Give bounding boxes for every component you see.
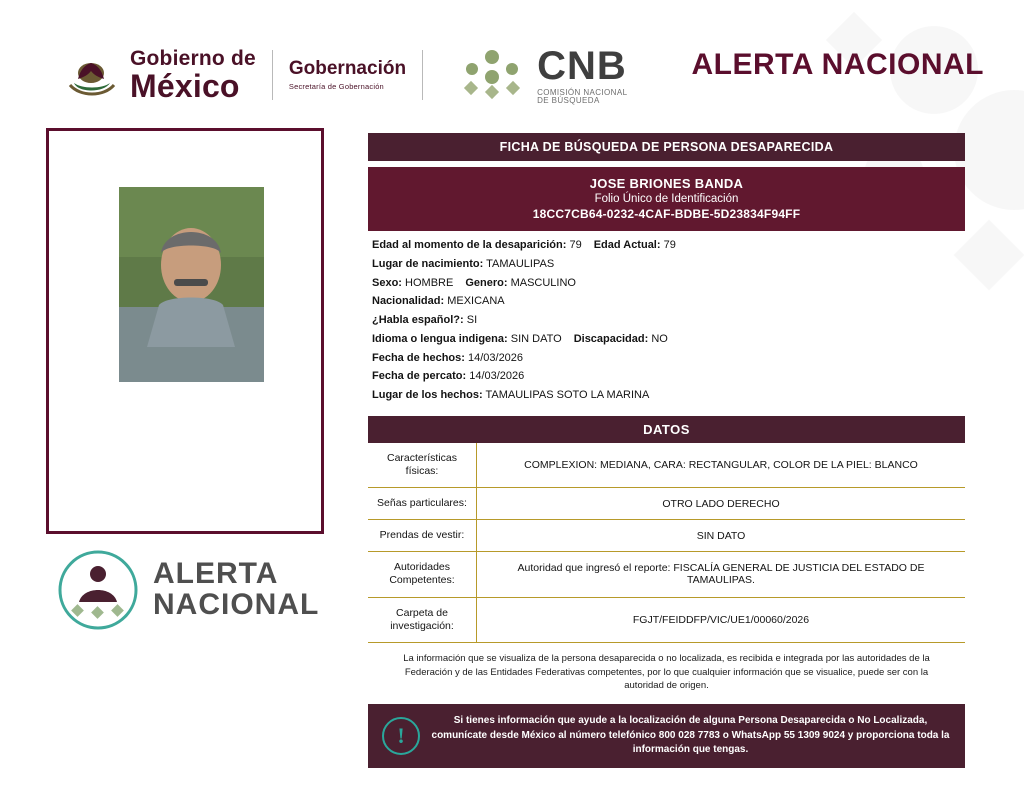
fact-row	[372, 389, 961, 403]
missing-person-photo	[119, 187, 264, 382]
fact-row	[372, 258, 961, 272]
fact-value: 79	[569, 239, 582, 251]
photo-frame	[46, 128, 324, 534]
header-divider-2	[422, 50, 423, 100]
datos-value: Autoridad que ingresó el reporte: FISCALÍA GENERAL DE JUSTICIA DEL ESTADO DE TAMAULIPAS.	[477, 552, 966, 597]
table-row	[368, 488, 965, 520]
ficha-card	[368, 133, 965, 768]
table-row	[368, 597, 965, 642]
datos-label: Autoridades Competentes:	[368, 552, 477, 597]
fact-row	[372, 277, 961, 291]
fact-value-2: NO	[651, 332, 668, 345]
fact-value-2: 79	[663, 239, 676, 251]
alerta-logo-word2: NACIONAL	[153, 588, 320, 621]
datos-value: SIN DATO	[477, 520, 966, 552]
alerta-nacional-logo	[55, 548, 325, 632]
datos-value: OTRO LADO DERECHO	[477, 488, 966, 520]
disclaimer-text: La información que se visualiza de la persona desaparecida o no localizada, es recibida e integrada por las autoridades de la Federación y de las Entidades Federativas competentes, por lo que cualquier información que se visualice, puede ser con la autoridad de origen.	[403, 652, 930, 692]
fact-label-2: Genero:	[465, 276, 508, 289]
datos-table	[368, 443, 965, 643]
fact-label: Fecha de hechos:	[372, 351, 465, 364]
fact-row	[372, 352, 961, 366]
alerta-logo-words	[153, 559, 319, 620]
fact-row	[372, 370, 961, 384]
alerta-logo-word1: ALERTA	[153, 557, 279, 591]
datos-label: Señas particulares:	[368, 488, 477, 520]
fact-label: Lugar de nacimiento:	[372, 257, 484, 270]
fact-label: ¿Habla español?:	[372, 314, 464, 326]
datos-label: Prendas de vestir:	[368, 520, 477, 552]
gobierno-line2: México	[130, 68, 240, 104]
fact-row	[372, 239, 961, 253]
table-row	[368, 443, 965, 488]
fact-label: Sexo:	[372, 276, 402, 289]
contact-text: Si tienes información que ayude a la localización de alguna Persona Desaparecida o No Localizada, comunícate desde México al número telefónico 800 028 7783 o WhatsApp 55 1309 9024 y proporciona toda la información que tengas.	[431, 715, 950, 756]
fact-value: 14/03/2026	[469, 370, 525, 383]
fact-value: TAMAULIPAS SOTO LA MARINA	[485, 389, 650, 401]
datos-header-bar: DATOS	[368, 416, 965, 443]
ficha-header-bar: FICHA DE BÚSQUEDA DE PERSONA DESAPARECIDA	[368, 133, 965, 161]
fact-label-2: Discapacidad:	[573, 332, 649, 345]
fact-label: Idioma o lengua indigena:	[372, 332, 508, 345]
fact-row	[372, 314, 961, 328]
person-identity-box	[368, 167, 965, 231]
mexico-coat-of-arms-icon	[60, 49, 122, 101]
datos-label: Características físicas:	[368, 443, 477, 488]
alerta-emblem-icon	[55, 550, 141, 630]
fact-value: HOMBRE	[405, 276, 454, 289]
datos-value: COMPLEXION: MEDIANA, CARA: RECTANGULAR, COLOR DE LA PIEL: BLANCO	[477, 443, 966, 488]
cnb-logo	[457, 43, 628, 105]
fact-value-2: MASCULINO	[510, 276, 576, 289]
fact-label-2: Edad Actual:	[593, 239, 661, 251]
fact-label: Fecha de percato:	[372, 370, 467, 383]
datos-label: Carpeta de investigación:	[368, 597, 477, 642]
cnb-wordmark	[537, 43, 628, 105]
fact-value: TAMAULIPAS	[486, 257, 555, 270]
fact-value: 14/03/2026	[467, 351, 524, 364]
exclamation-icon: !	[382, 717, 420, 755]
fact-label: Nacionalidad:	[372, 295, 445, 308]
gobernacion-label: Gobernación	[288, 57, 407, 79]
fact-value: MEXICANA	[447, 295, 505, 308]
cnb-emblem-icon	[457, 47, 527, 103]
fact-row	[372, 295, 961, 309]
fact-label: Lugar de los hechos:	[372, 389, 483, 401]
table-row	[368, 552, 965, 597]
gobernacion-sublabel: Secretaría de Gobernación	[288, 81, 384, 91]
gobierno-line1: Gobierno de	[130, 47, 256, 70]
cnb-acronym: CNB	[537, 43, 627, 88]
datos-value: FGJT/FEIDDFP/VIC/UE1/00060/2026	[477, 597, 966, 642]
fact-value: SI	[466, 314, 478, 326]
alerta-nacional-title: ALERTA NACIONAL	[691, 48, 984, 81]
gobernacion-wordmark	[289, 59, 406, 91]
table-row	[368, 520, 965, 552]
person-name: JOSE BRIONES BANDA	[589, 176, 744, 191]
header-divider-1	[272, 50, 273, 100]
folio-label: Folio Único de Identificación	[594, 193, 739, 205]
cnb-line2: DE BÚSQUEDA	[537, 95, 600, 105]
folio-value: 18CC7CB64-0232-4CAF-BDBE-5D23834F94FF	[532, 207, 801, 221]
person-facts	[368, 231, 965, 412]
fact-row	[372, 333, 961, 347]
fact-value: SIN DATO	[510, 332, 562, 345]
fact-label: Edad al momento de la desaparición:	[372, 239, 567, 251]
contact-banner	[368, 704, 965, 768]
cnb-line1: COMISIÓN NACIONAL	[537, 87, 628, 97]
gobierno-wordmark	[130, 48, 256, 102]
